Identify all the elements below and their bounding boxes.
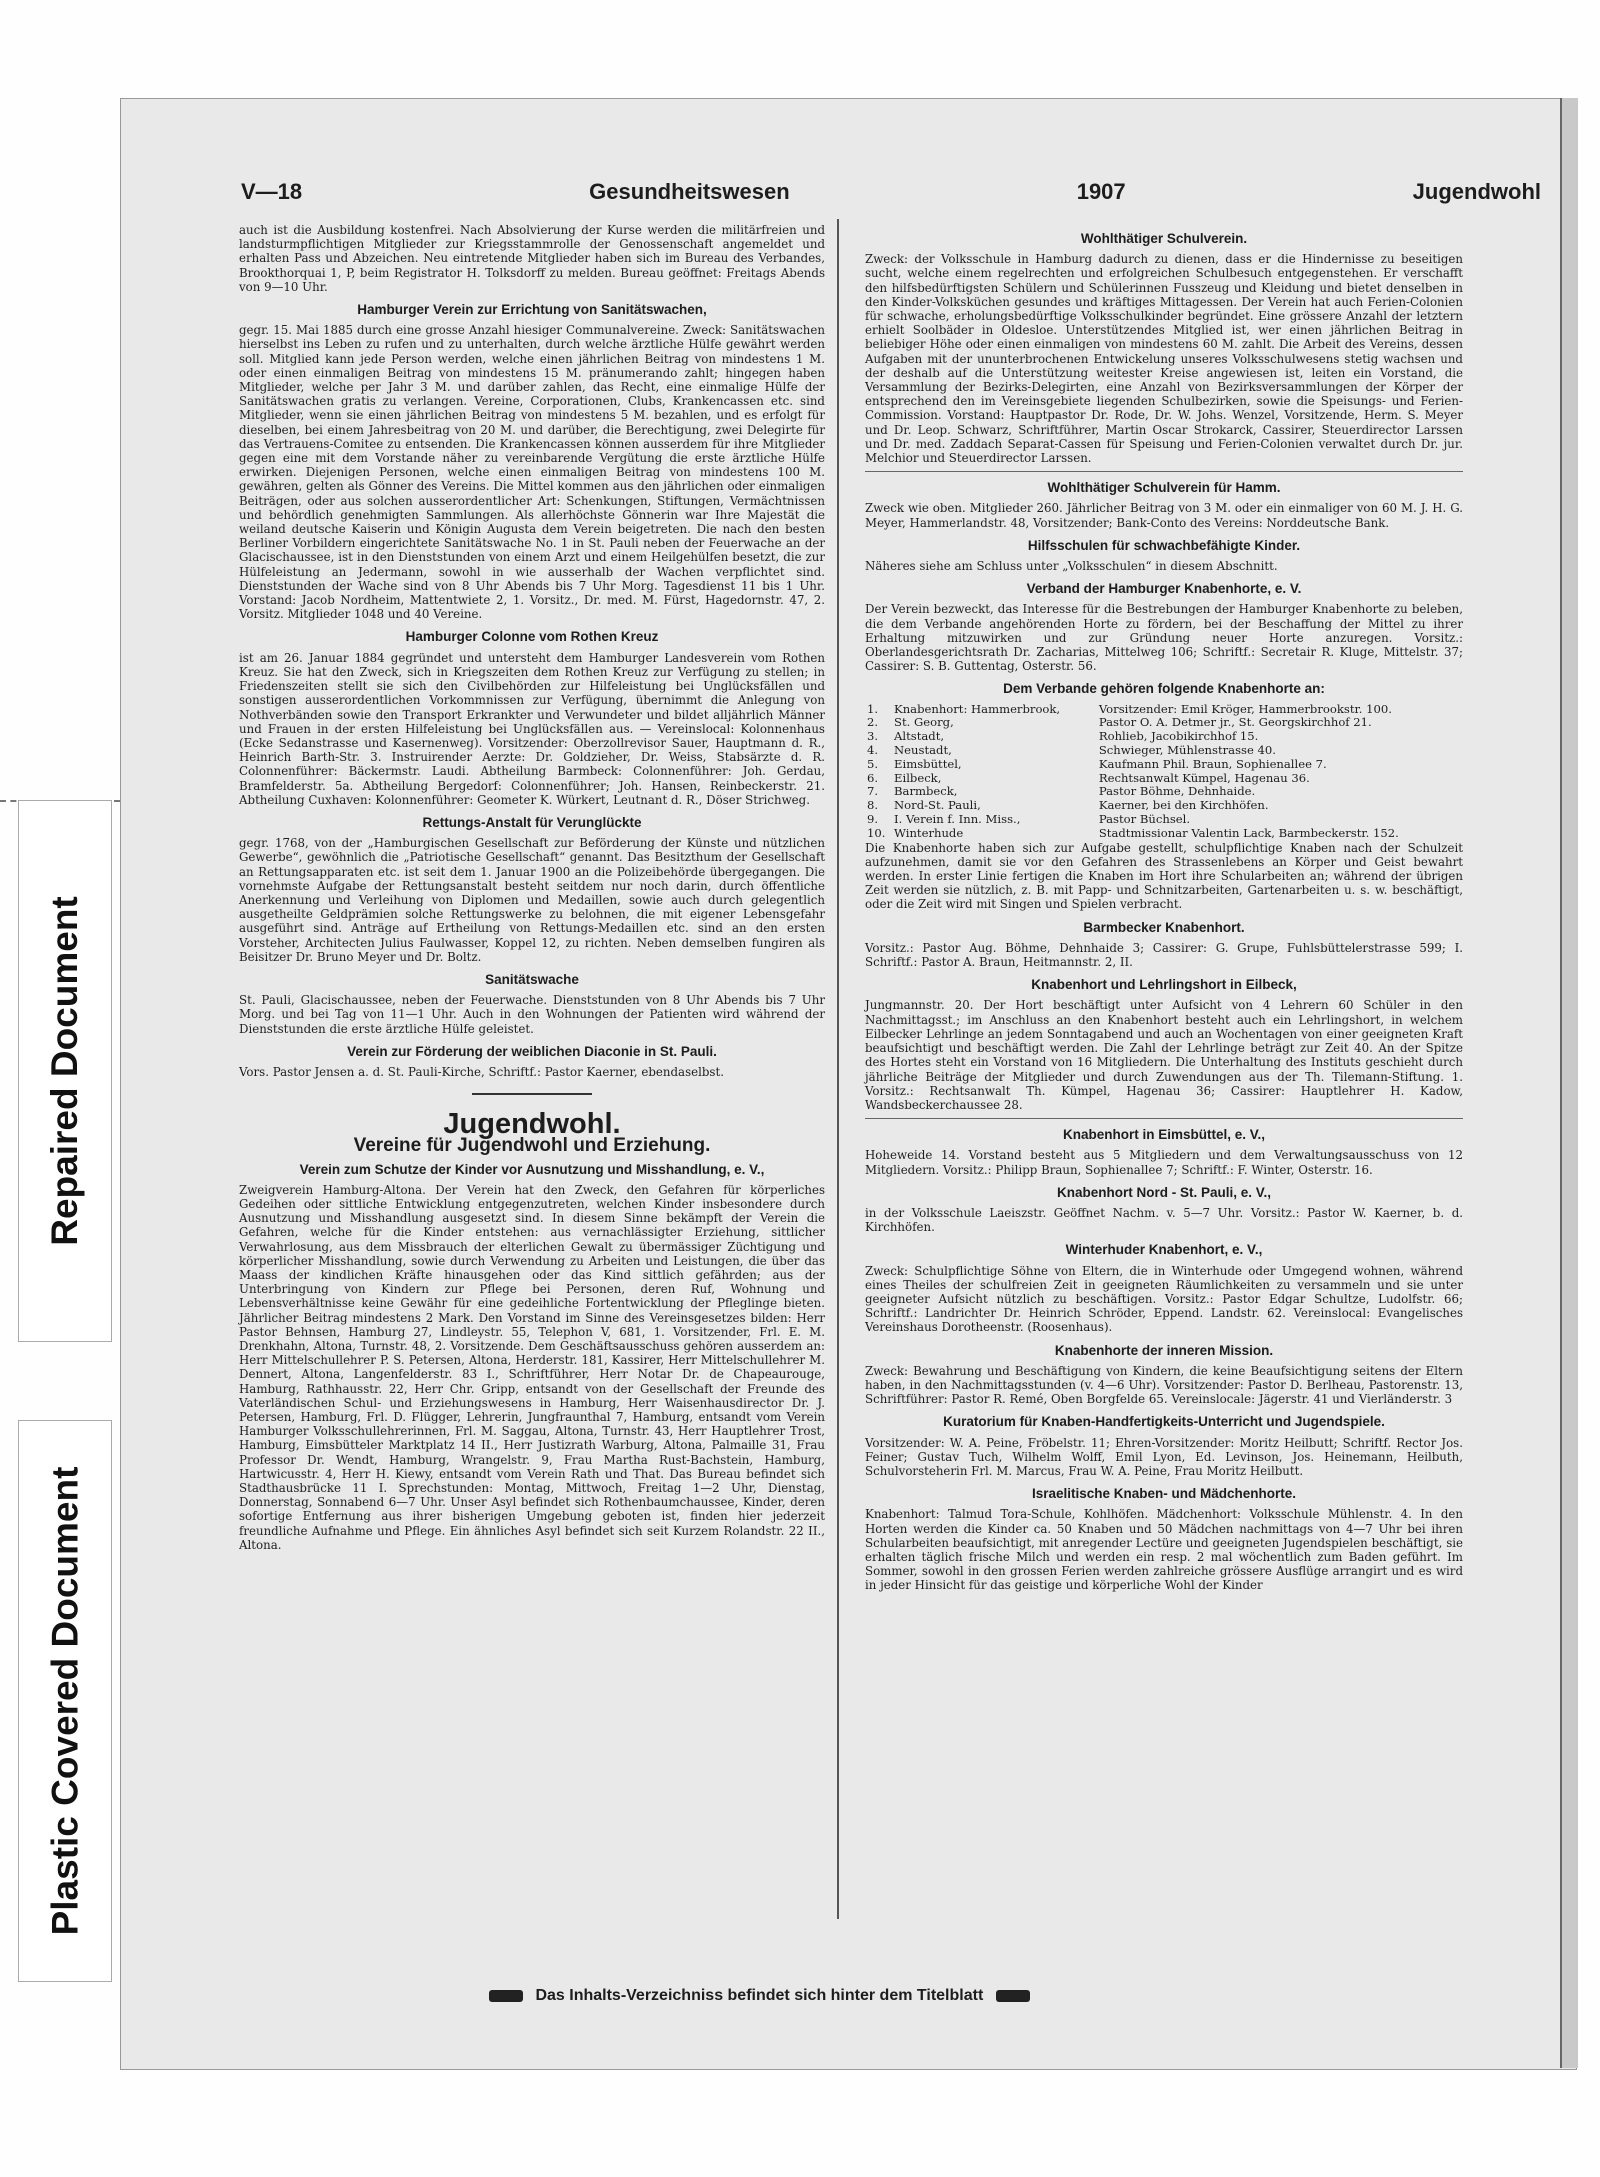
page-edge <box>1560 98 1578 2068</box>
section-heading: Hilfsschulen für schwachbefähigte Kinder. <box>1027 537 1301 553</box>
list-cell-name: Knabenhort: Hammerbrook, <box>894 701 1061 716</box>
repaired-document-text: Repaired Document <box>44 896 86 1246</box>
list-item <box>865 744 1463 758</box>
section-paragraph: Zweck: Bewahrung und Beschäftigung von Kindern, die keine Beaufsichtigung seitens der Eltern haben, in den Nachmittagsstunden (v. 4—6 Uhr). Vorsitzender: Pastor D. Berlheau, Pastorenstr. 13, Schriftführer: Pastor R. Remé, Oben Borgfelde 65. Vereinslocale: Jägerstr. 41 und Vierländerstr. 3 <box>865 1363 1463 1407</box>
list-item <box>865 785 1463 799</box>
list-cell-name: Barmbeck, <box>894 784 958 799</box>
list-item <box>865 730 1463 744</box>
list-cell-n: 10. <box>867 825 886 840</box>
section-heading: Sanitätswache <box>485 971 579 987</box>
list-item <box>865 703 1463 717</box>
section-heading: Knabenhort in Eimsbüttel, e. V., <box>1062 1127 1266 1143</box>
section-paragraph: Vorsitzender: W. A. Peine, Fröbelstr. 11; Ehren-Vorsitzender: Moritz Heilbutt; Schriftf. Rector Jos. Feiner; Gustav Tuch, Wilhelm Wolff, Emil Lyon, Ed. Levinson, Jos. Heinemann, Heilbuth, Schulvorsteherin Frl. M. Marcus, Frau W. A. Peine, Frau Moritz Heilbutt. <box>865 1435 1463 1478</box>
list-cell-n: 6. <box>867 770 879 785</box>
section-paragraph: gegr. 1768, von der „Hamburgischen Gesellschaft zur Beförderung der Künste und nützlichen Gewerbe“, gewöhnlich die „Patriotische Gesellschaft“ genannt. Das Besitzthum der Gesellschaft an Rettungsapparaten etc. ist seit dem 1. Januar 1900 an die Polizeibehörde übergegangen. Die vornehmste Aufgabe der Rettungsanstalt besteht seitdem nur noch darin, durch öffentliche Anerkennung und Verleihung von Diplomen und Medaillen, sowie auch durch gelegentlich ausgetheilte Geldprämien solche Rettungswerke zu belohnen, die mit eigener Lebensgefahr ausgeführt sind. Anträge auf Ertheilung von Rettungs-Medaillen etc. sind an den ersten Vorsteher, Architecten Julius Faulwasser, Koppel 12, zu richten. Neben demselben fungiren als Beisitzer Dr. Bruno Meyer und Dr. Boltz. <box>239 836 825 964</box>
left-column <box>239 223 825 1554</box>
section-heading: Verband der Hamburger Knabenhorte, e. V. <box>1026 581 1302 597</box>
list-cell-n: 5. <box>867 756 879 771</box>
section-paragraph: Der Verein bezweckt, das Interesse für die Bestrebungen der Hamburger Knabenhorte zu beleben, die dem Verbande angehörenden Horte zu fördern, bei der Beschaffung der Mittel zu ihrer Erhaltung mitzuwirken und zur Gründung neuer Horte anzuregen. Vorsitz.: Oberlandesgerichtsrath Dr. Zacharias, Mittelweg 106; Schriftf.: Secretair R. Kluge, Mittelstr. 37; Cassirer: S. B. Guttentag, Osterstr. 56. <box>865 602 1463 674</box>
year: 1907 <box>1076 179 1126 204</box>
list-cell-lead: Rechtsanwalt Kümpel, Hagenau 36. <box>1098 770 1310 785</box>
list-cell-name: Eilbeck, <box>894 770 942 785</box>
list-item <box>865 758 1463 772</box>
repaired-document-label <box>18 800 112 1342</box>
list-cell-n: 8. <box>867 798 879 813</box>
footer-text: Das Inhalts-Verzeichniss befindet sich hinter dem Titelblatt <box>535 1987 984 2004</box>
list-cell-n: 7. <box>867 784 879 799</box>
section-heading: Winterhuder Knabenhort, e. V., <box>1065 1242 1263 1258</box>
section-heading: Verein zum Schutze der Kinder vor Ausnutzung und Misshandlung, e. V., <box>299 1161 765 1177</box>
section-paragraph: gegr. 15. Mai 1885 durch eine grosse Anzahl hiesiger Communalvereine. Zweck: Sanitätswachen hierselbst ins Leben zu rufen und zu unterhalten, durch welche ärztliche Hülfe gewährt werden soll. Mitglied kann jede Person werden, welche einen jährlichen Beitrag von mindestens 1 M. oder einen einmaligen Beitrag von mindestens 15 M. pränumerando zahlt; hingegen haben Mitglieder, welche per Jahr 3 M. und darüber zahlen, das Recht, eine einmalige Hülfe der Sanitätswachen gratis zu verlangen. Vereine, Corporationen, Clubs, Krankencassen etc. sind Mitglieder, wenn sie einen jährlichen Beitrag von mindestens 5 M. bezahlen, und es erfolgt für dieselben, bei einem Jahresbeitrag von 20 M. und darüber, die Berechtigung, zwei Delegirte für das Vertrauens-Comitee zu entsenden. Die Krankencassen können ausserdem für ihre Mitglieder gegen eine mit dem Vorstande näher zu vereinbarende Vergütung die erste ärztliche Hülfe erwirken. Diejenigen Personen, welche einen einmaligen Beitrag von mindestens 100 M. gewähren, gelten als Gönner des Vereins. Die Mittel kommen aus den jährlichen oder einmaligen Beiträgen, oder aus solchen ausserordentlicher Art: Schenkungen, Stiftungen, Vermächtnissen und behördlich genehmigten Sammlungen. Als allerhöchste Gönnerin war Ihre Majestät die weiland deutsche Kaiserin und Königin Augusta dem Verein beigetreten. Die nach den besten Berliner Vorbildern eingerichtete Sanitätswache No. 1 in St. Pauli neben der Feuerwache an der Glacischaussee, ist in den Dienststunden von einem Arzt und einem Heilgehülfen besetzt, die zur Hülfeleistung an Jedermann, sowohl in wie ausserhalb der Wachen verpflichtet sind. Dienststunden der Wache sind von 8 Uhr Abends bis 7 Uhr Morg. Tagesdienst 11 bis 1 Uhr. Vorstand: Jacob Nordheim, Mattentwiete 2, 1. Vorsitz., Dr. med. M. Fürst, Hagedornstr. 47, 2. Vorsitz. Mitglieder 1048 und 40 Vereine. <box>239 323 825 622</box>
section-paragraph: Hoheweide 14. Vorstand besteht aus 5 Mitgliedern und dem Verwaltungsausschuss von 12 Mitgliedern. Vorsitz.: Philipp Braun, Sophienallee 7; Schriftf.: F. Winter, Osterstr. 16. <box>865 1148 1463 1177</box>
list-item <box>865 799 1463 813</box>
list-cell-lead: Stadtmissionar Valentin Lack, Barmbeckerstr. 152. <box>1098 825 1399 840</box>
section-paragraph: Knabenhort: Talmud Tora-Schule, Kohlhöfen. Mädchenhort: Volksschule Mühlenstr. 4. In den Horten werden die Kinder ca. 50 Knaben und 50 Mädchen nachmittags von 4—7 Uhr bei ihren Schularbeiten beaufsichtigt, mit anregender Lectüre und geeigneten Jugendspielen beschäftigt, sie erhalten täglich frische Milch und werden ein resp. 2 mal wöchentlich zum Baden geführt. Im Sommer, sowohl in den grossen Ferien werden zahlreiche grössere Ausflüge arrangirt und es wird in jeder Hinsicht für das geistige und körperliche Wohl der Kinder <box>865 1507 1463 1593</box>
list-cell-lead: Vorsitzender: Emil Kröger, Hammerbrookstr. 100. <box>1098 701 1392 716</box>
divider-rule <box>865 1118 1463 1119</box>
list-cell-name: Winterhude <box>894 825 964 840</box>
section-heading: Israelitische Knaben- und Mädchenhorte. <box>1031 1486 1297 1502</box>
chapter-subtitle: Vereine für Jugendwohl und Erziehung. <box>353 1135 711 1157</box>
section-heading: Verein zur Förderung der weiblichen Diaconie in St. Pauli. <box>347 1043 717 1059</box>
section-heading: Hamburger Verein zur Errichtung von Sanitätswachen, <box>357 302 707 318</box>
section-paragraph: in der Volksschule Laeiszstr. Geöffnet Nachm. v. 5—7 Uhr. Vorsitz.: Pastor W. Kaerner, b. d. Kirchhöfen. <box>865 1205 1463 1235</box>
divider-rule <box>472 1093 592 1095</box>
list-cell-name: I. Verein f. Inn. Miss., <box>894 812 1021 827</box>
list-item <box>865 772 1463 786</box>
right-column <box>865 223 1463 1595</box>
section-heading: Knabenhort und Lehrlingshort in Eilbeck, <box>1031 977 1297 993</box>
plastic-covered-document-label <box>18 1420 112 1982</box>
page-header <box>241 179 1541 205</box>
section-heading: Wohlthätiger Schulverein. <box>1080 231 1248 246</box>
topic-title: Jugendwohl <box>1412 179 1541 204</box>
chapter-title: Jugendwohl. <box>443 1108 621 1141</box>
pointing-hand-icon <box>996 1990 1030 2002</box>
section-heading: Kuratorium für Knaben-Handfertigkeits-Unterricht und Jugendspiele. <box>943 1414 1385 1430</box>
pointing-hand-icon <box>489 1990 523 2002</box>
list-cell-name: Altstadt, <box>894 729 945 744</box>
list-cell-n: 2. <box>867 715 879 730</box>
section-paragraph: Zweigverein Hamburg-Altona. Der Verein hat den Zweck, den Gefahren für körperliches Gedeihen oder sittliche Entwicklung entgegenzutreten, welchen Kinder insbesondere durch Ausnutzung und Misshandlung ausgesetzt sind. In diesem Sinne bekämpft der Verein die Gefahren, welche für die Kinder entstehen: aus vernachlässigter Erziehung, sittlicher Verwahrlosung, aus dem Missbrauch der elterlichen Gewalt zu übermässiger Züchtigung und körperlicher Misshandlung, sowie durch Verwendung zu Arbeiten und Leistungen, die über das Maass der kindlichen Kräfte hinausgehen oder das Kind sittlich gefährden; aus der Unterbringung von Kindern zur Pflege bei Personen, deren Ruf, Wohnung und Lebensverhältnisse keine Gewähr für eine gedeihliche Fortentwicklung der Pfleglinge bieten. Jährlicher Beitrag mindestens 2 Mark. Den Vorstand im Sinne des Vereinsgesetzes bilden: Herr Pastor Behnsen, Hamburg 27, Lindleystr. 55, Telephon V, 681, 1. Vorsitzender, Frl. E. M. Drenkhahn, Altona, Turnstr. 48, 2. Vorsitzende. Dem Geschäftsausschuss gehören ausserdem an: Herr Mittelschullehrer P. S. Petersen, Altona, Herderstr. 181, Kassirer, Herr Mittelschullehrer M. Dennert, Altona, Langenfelderstr. 83 I., Schriftführer, Herr Notar Dr. de Chapeaurouge, Hamburg, Rathhausstr. 22, Herr Chr. Gripp, entsandt von der Gesellschaft der Freunde des Vaterländischen Schul- und Erziehungswesens in Hamburg, Herr Waisenhausdirector Dr. J. Petersen, Hamburg, Frl. D. Flügger, Lehrerin, Jungfraunthal 7, Hamburg, entsandt vom Verein Hamburger Volksschullehrerinnen, Frl. M. Saggau, Altona, Turnstr. 43, Herr Hauptlehrer Trost, Hamburg, Eimsbütteler Marktplatz 14 II., Herr Justizrath Warburg, Altona, Palmaille 31, Frau Professor Dr. Wendt, Hamburg, Wrangelstr. 9, Frau Martha Rust-Bachstein, Hamburg, Hartwicusstr. 4, Herr H. Kiewy, entsandt vom Verein Rath und That. Das Bureau befindet sich Stadthausbrücke 11 I. Sprechstunden: Montag, Mittwoch, Freitag 1—2 Uhr, Dienstag, Donnerstag, Sonnabend 6—7 Uhr. Unser Asyl befindet sich Rothenbaumchaussee, Kinder, deren sofortige Entfernung aus ihrer bisherigen Umgebung geboten ist, finden hier jederzeit freundliche Aufnahme und Pflege. Ein ähnliches Asyl befindet sich seit Kurzem Rolandstr. 22 II., Altona. <box>239 1182 825 1552</box>
scanned-page <box>120 98 1577 2070</box>
list-cell-n: 1. <box>867 701 879 716</box>
section-paragraph: Jungmannstr. 20. Der Hort beschäftigt unter Aufsicht von 4 Lehrern 60 Schüler in den Nachmittagsst.; im Anschluss an den Knabenhort besteht auch ein Lehrlingshort, in welchem Eilbecker Lehrlinge an jedem Sonntagabend und auch an Wochentagen von einer geeigneten Kraft beaufsichtigt und beschäftigt werden. Die Zahl der Lehrlinge beträgt zur Zeit 40. An der Spitze des Hortes steht ein Vorstand von 16 Mitgliedern. Die Unterhaltung des Instituts geschieht durch jährliche Beiträge der Mitglieder und durch Zuwendungen aus der Th. Tilemann-Stiftung. 1. Vorsitz.: Rechtsanwalt Th. Kümpel, Hagenau 36; Cassirer: Hauptlehrer H. Kadow, Wandsbeckerchaussee 28. <box>865 998 1463 1112</box>
section-heading: Wohlthätiger Schulverein für Hamm. <box>1047 480 1281 496</box>
divider-rule <box>865 471 1463 472</box>
page-number: V—18 <box>241 179 303 204</box>
list-item <box>865 716 1463 730</box>
section-heading: Rettungs-Anstalt für Verunglückte <box>422 814 642 830</box>
intro-paragraph: auch ist die Ausbildung kostenfrei. Nach Absolvierung der Kurse werden die militärfreien und landsturmpflichtigen Mitglieder zur Kriegsstammrolle der Genossenschaft angemeldet und erhalten Pass und Abzeichen. Neu eintretende Mitglieder haben sich im Bureau des Verbandes, Brookthorquai 1, P, beim Registrator H. Tolksdorff zu melden. Bureau geöffnet: Freitags Abends von 9—10 Uhr. <box>239 223 825 294</box>
list-cell-lead: Pastor Büchsel. <box>1098 812 1191 827</box>
list-item <box>865 827 1463 841</box>
section-paragraph: Zweck: der Volksschule in Hamburg dadurch zu dienen, dass er die Hindernisse zu beseitigen sucht, welche einem regelrechten und erfolgreichen Schulbesuch entgegenstehen. Er verschafft den hilfsbedürftigsten Schülern und Schülerinnen Fusszeug und Kleidung und bietet denselben in den Kinder-Volksküchen gesundes und kräftiges Mittagessen. Der Verein hat auch Ferien-Colonien für schwache, erholungsbedürftige Volksschulkinder begründet. Eine grössere Anzahl der letztern erhielt Soolbäder in Oldesloe. Unterstützendes Mitglied ist, wer einen jährlichen Beitrag in beliebiger Höhe oder einen einmaligen von mindestens 60 M. zahlt. Die Arbeit des Vereins, dessen Aufgaben mit der ununterbrochenen Entwickelung unseres Volksschulwesens stetig wachsen und der deshalb auf die Unterstützung weitester Kreise angewiesen ist, leiten ein Vorstand, die Versammlung der Bezirks-Delegirten, eine Anzahl von Bezirksversammlungen der Körper der entsprechend den im Vereinsgebiete liegenden Schulbezirken, sowie die Speisungs- und Ferien-Commission. Vorstand: Hauptpastor Dr. Rode, Dr. W. Johs. Wenzel, Vorsitzende, Herm. S. Meyer und Dr. Leop. Schwarz, Schriftführer, Martin Oscar Strokarck, Cassirer, Steuerdirector Larssen und Dr. med. Zaddach Separat-Cassen für Speisung und Ferien-Colonien verwaltet durch Dr. jur. Melchior und Steuerdirector Larssen. <box>865 252 1463 466</box>
section-paragraph: St. Pauli, Glacischaussee, neben der Feuerwache. Dienststunden von 8 Uhr Abends bis 7 Uhr Morg. und bei Tag von 11—1 Uhr. Auch in den Wohnungen der Patienten wird während der Dienststunden die erste ärztliche Hülfe geleistet. <box>239 993 825 1036</box>
list-item <box>865 813 1463 827</box>
list-cell-n: 4. <box>867 743 879 758</box>
section-paragraph: Vors. Pastor Jensen a. d. St. Pauli-Kirche, Schriftf.: Pastor Kaerner, ebendaselbst. <box>239 1064 724 1079</box>
list-cell-name: Neustadt, <box>894 743 952 758</box>
section-paragraph: ist am 26. Januar 1884 gegründet und untersteht dem Hamburger Landesverein vom Rothen Kreuz. Sie hat den Zweck, sich in Kriegszeiten dem Rothen Kreuz zur Verfügung zu stellen; in Friedenszeiten stellt sie sich den Civilbehörden zur Hilfeleistung bei Unglücksfällen und sonstigen ausserordentlichen Vorkommnissen zur Verfügung, übernimmt die Anlegung von Nothverbänden sowie den Transport Erkrankter und Verwundeter und bildet alljährlich Männer und Frauen in der ersten Hilfeleistung bei Unglücksfällen aus. — Vereinslocal: Kolonnenhaus (Ecke Sedanstrasse und Kasernenweg). Vorsitzender: Oberzollrevisor Sauer, Hauptmann d. R., Heinrich Barth-Str. 3. Instruirender Aerzte: Dr. Goldzieher, Dr. Weiss, Stabsärzte d. R. Colonnenführer: Bäckermstr. Laudi. Abtheilung Barmbeck: Colonnenführer: Joh. Gerdau, Bramfelderstr. 5a. Abtheilung Bergedorf: Colonnenführer; Joh. Hansen, Reinbeckerstr. 21. Abtheilung Cuxhaven: Kolonnenführer: Geometer K. Würkert, Leutnant d. R., Döser Strichweg. <box>239 650 825 807</box>
list-cell-n: 9. <box>867 812 879 827</box>
section-paragraph: Zweck: Schulpflichtige Söhne von Eltern, die in Winterhude oder Umgegend wohnen, während eines Theiles der schulfreien Zeit in geeigneten Räumlichkeiten zu versammeln und sie unter geeigneter Aufsicht nützlich zu beschäftigen. Vorsitz.: Pastor Edgar Schultze, Ludolfstr. 66; Schriftf.: Landrichter Dr. Heinrich Schröder, Eppend. Landstr. 62. Vereinslocal: Evangelisches Vereinshaus Dorotheenstr. (Roosenhaus). <box>865 1263 1463 1335</box>
list-heading: Dem Verbande gehören folgende Knabenhorte an: <box>1003 681 1325 697</box>
list-cell-lead: Rohlieb, Jacobikirchhof 15. <box>1098 729 1259 744</box>
section-paragraph: Näheres siehe am Schluss unter „Volksschulen“ in diesem Abschnitt. <box>865 559 1278 574</box>
list-cell-lead: Pastor O. A. Detmer jr., St. Georgskirchhof 21. <box>1098 715 1372 730</box>
section-title: Gesundheitswesen <box>589 179 790 204</box>
list-cell-lead: Schwieger, Mühlenstrasse 40. <box>1098 743 1276 758</box>
list-cell-name: Nord-St. Pauli, <box>894 798 981 813</box>
footer-note <box>481 1987 1038 2005</box>
section-paragraph: Vorsitz.: Pastor Aug. Böhme, Dehnhaide 3; Cassirer: G. Grupe, Fuhlsbüttelerstrasse 599; I. Schriftf.: Pastor A. Braun, Heitmannstr. 2, II. <box>865 940 1463 970</box>
list-cell-name: St. Georg, <box>894 715 954 730</box>
list-cell-n: 3. <box>867 729 879 744</box>
list-cell-lead: Kaerner, bei den Kirchhöfen. <box>1098 798 1269 813</box>
list-cell-name: Eimsbüttel, <box>894 756 962 771</box>
section-heading: Hamburger Colonne vom Rothen Kreuz <box>405 629 659 645</box>
section-paragraph: Die Knabenhorte haben sich zur Aufgabe gestellt, schulpflichtige Knaben nach der Schulzeit aufzunehmen, damit sie vor den Gefahren des Strassenlebens an Körper und Geist bewahrt werden. In erster Linie fertigen die Knaben im Hort ihre Schularbeiten an; während der übrigen Zeit werden sie nützlich, z. B. mit Papp- und Schnitzarbeiten, Gartenarbeiten u. s. w. beschäftigt, oder die Zeit wird mit Singen und Spielen verbracht. <box>865 840 1463 912</box>
section-heading: Knabenhort Nord - St. Pauli, e. V., <box>1056 1184 1272 1200</box>
section-heading: Barmbecker Knabenhort. <box>1083 919 1245 935</box>
knabenhort-list <box>865 703 1463 841</box>
list-cell-lead: Pastor Böhme, Dehnhaide. <box>1098 784 1256 799</box>
plastic-covered-document-text: Plastic Covered Document <box>44 1466 85 1936</box>
section-heading: Knabenhorte der inneren Mission. <box>1054 1342 1274 1358</box>
list-cell-lead: Kaufmann Phil. Braun, Sophienallee 7. <box>1098 756 1327 771</box>
section-paragraph: Zweck wie oben. Mitglieder 260. Jährlicher Beitrag von 3 M. oder ein einmaliger von 60 M. J. H. G. Meyer, Hammerlandstr. 48, Vorsitzender; Bank-Conto des Vereins: Norddeutsche Bank. <box>865 501 1463 530</box>
column-divider <box>837 219 839 1919</box>
